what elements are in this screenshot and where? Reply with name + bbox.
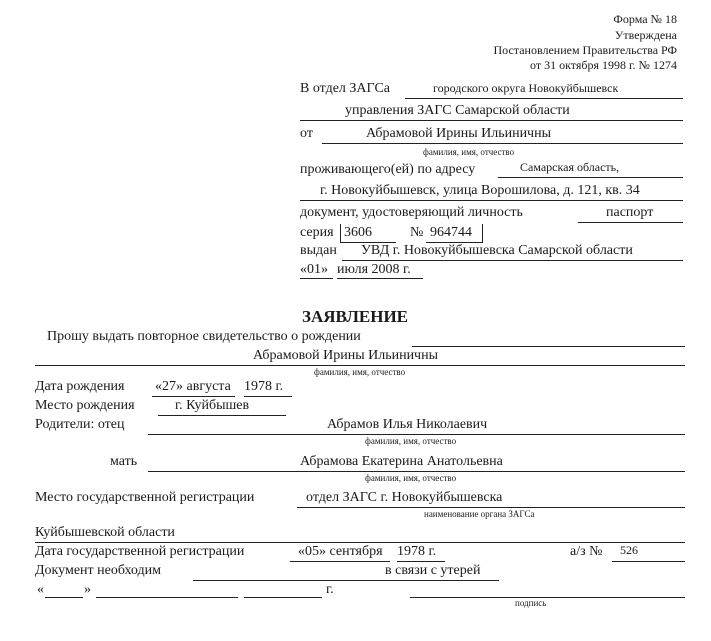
issued-date-rest-line: [337, 278, 423, 279]
issued-by-prefix: выдан: [300, 243, 337, 258]
statement-title: ЗАЯВЛЕНИЕ: [302, 307, 409, 326]
birth-date-label: Дата рождения: [35, 379, 125, 394]
birth-year-line: [244, 396, 292, 397]
reg-place-caption: наименование органа ЗАГСа: [424, 509, 535, 519]
applicant-name: Абрамовой Ирины Ильиничны: [366, 126, 552, 141]
requested-person-caption: фамилия, имя, отчество: [314, 367, 406, 377]
signature-line: [410, 597, 685, 598]
mother-line: [148, 471, 685, 472]
birth-year: 1978 г.: [244, 379, 284, 394]
date-day-line: [45, 597, 83, 598]
series-box-left: [340, 224, 341, 243]
address-line-1: Самарская область,: [520, 160, 620, 174]
from-prefix: от: [300, 126, 313, 141]
series-value: 3606: [344, 225, 372, 240]
birth-place-line: [158, 415, 286, 416]
reg-year-line: [397, 561, 445, 562]
address-line-1-rule: [498, 177, 683, 178]
issued-date-rest: июля 2008 г.: [337, 262, 411, 277]
id-document-line: [578, 222, 683, 223]
to-office-line: [405, 98, 683, 99]
approved-label: Утверждена: [614, 28, 677, 42]
passport-number-label: №: [410, 225, 424, 240]
date-month-line: [96, 597, 238, 598]
reg-place-continuation-line: [35, 542, 685, 543]
address-line-2: г. Новокуйбышевск, улица Ворошилова, д. 121, кв. 34: [320, 183, 640, 198]
birth-date-line: [152, 396, 235, 397]
address-prefix: проживающего(ей) по адресу: [300, 162, 476, 177]
decree-date: от 31 октября 1998 г. № 1274: [529, 58, 677, 72]
id-document-value: паспорт: [606, 205, 654, 220]
date-close-quote: »: [84, 582, 91, 597]
request-line: [412, 346, 685, 347]
series-label: серия: [300, 225, 334, 240]
form-number: Форма № 18: [613, 12, 677, 26]
reg-year: 1978 г.: [397, 544, 437, 559]
father-caption: фамилия, имя, отчество: [365, 436, 457, 446]
passport-number-value: 964744: [430, 225, 472, 240]
act-record-label: а/з №: [570, 544, 603, 559]
department-line: [300, 120, 683, 121]
act-record-value: 526: [620, 543, 638, 557]
birth-date-value: «27» августа: [155, 379, 231, 394]
signature-caption: подпись: [515, 598, 547, 608]
address-line-2-rule: [300, 200, 683, 201]
applicant-fio-caption: фамилия, имя, отчество: [423, 147, 515, 157]
issued-by-line: [342, 260, 683, 261]
id-document-prefix: документ, удостоверяющий личность: [300, 205, 523, 220]
mother-name: Абрамова Екатерина Анатольевна: [300, 454, 503, 469]
request-text: Прошу выдать повторное свидетельство о рождении: [47, 329, 361, 344]
father-line: [148, 434, 685, 435]
issued-by-value: УВД г. Новокуйбышевска Самарской области: [361, 243, 633, 258]
to-office-prefix: В отдел ЗАГСа: [300, 81, 390, 96]
reg-place-continuation: Куйбышевской области: [35, 525, 175, 540]
mother-caption: фамилия, имя, отчество: [365, 473, 457, 483]
date-year-line: [244, 597, 322, 598]
requested-person-line: [35, 365, 685, 366]
reg-date-label: Дата государственной регистрации: [35, 544, 245, 559]
reg-date-line: [290, 561, 390, 562]
reg-date-value: «05» сентября: [298, 544, 383, 559]
reg-place-value: отдел ЗАГС г. Новокуйбышевска: [306, 490, 503, 505]
date-open-quote: «: [37, 582, 44, 597]
doc-needed-line: [193, 580, 499, 581]
issued-date-day: «01»: [300, 262, 328, 277]
birth-place-label: Место рождения: [35, 398, 135, 413]
reg-place-line: [297, 507, 685, 508]
act-record-line: [612, 561, 685, 562]
requested-person-name: Абрамовой Ирины Ильиничны: [253, 348, 439, 363]
doc-needed-value: в связи с утерей: [385, 563, 481, 578]
applicant-name-line: [322, 143, 683, 144]
to-office-value: городского округа Новокуйбышевск: [433, 81, 619, 95]
reg-place-label: Место государственной регистрации: [35, 490, 255, 505]
decree-label: Постановлением Правительства РФ: [493, 43, 677, 57]
parents-father-label: Родители: отец: [35, 417, 125, 432]
father-name: Абрамов Илья Николаевич: [327, 417, 488, 432]
birth-place-value: г. Куйбышев: [175, 398, 250, 413]
issued-date-day-line: [300, 278, 333, 279]
passport-number-box-right: [482, 224, 483, 243]
date-year-suffix: г.: [326, 582, 334, 597]
department-name: управления ЗАГС Самарской области: [345, 103, 570, 118]
doc-needed-label: Документ необходим: [35, 563, 161, 578]
mother-label: мать: [110, 454, 138, 469]
